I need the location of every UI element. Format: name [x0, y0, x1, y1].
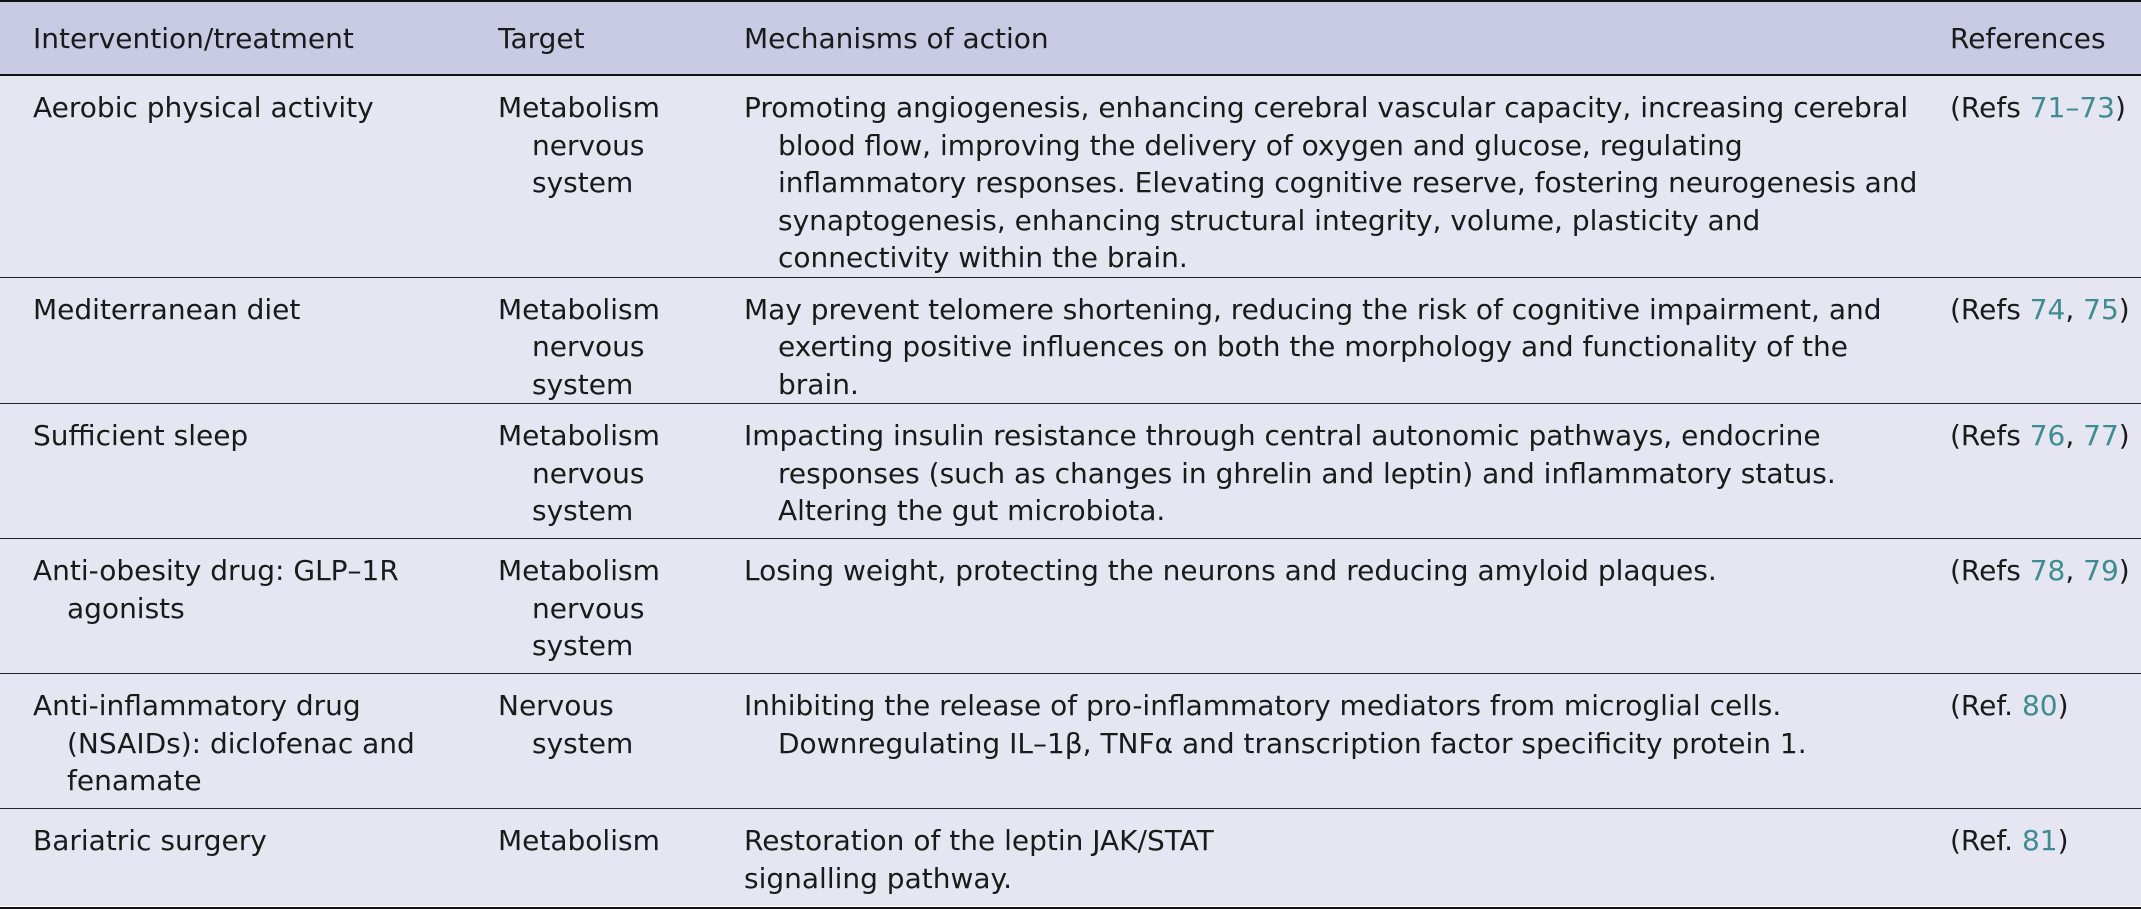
mechanisms-cell: [744, 404, 1949, 539]
intervention-cell: [0, 674, 498, 809]
interventions-table: [0, 2, 2141, 909]
mechanisms-line-2: signalling pathway.: [744, 861, 1012, 895]
mechanisms-cell: [744, 75, 1949, 277]
ref-prefix: (Ref.: [1950, 689, 2022, 722]
mechanisms-line-1: Restoration of the leptin JAK/STAT: [744, 824, 1214, 857]
ref-prefix: (Refs: [1950, 554, 2030, 587]
references-cell: [1949, 75, 2141, 277]
mechanisms-text: May prevent telomere shortening, reducing the risk of cognitive impairment, and exerting positive influences on both the morphology and functionality of the brain.: [744, 292, 1882, 401]
references-cell: [1949, 404, 2141, 539]
table-header-row: [0, 2, 2141, 75]
target-text: Nervous system: [498, 689, 634, 760]
header-mechanisms: Mechanisms of action: [744, 2, 1949, 75]
ref-link-74[interactable]: 74: [2029, 292, 2066, 326]
table-row: [0, 75, 2141, 277]
target-text: Metabolism nervous system: [498, 554, 660, 662]
target-text: Metabolism nervous system: [498, 419, 660, 527]
header-target: Target: [498, 2, 744, 75]
intervention-text: Anti-obesity drug: GLP–1R agonists: [33, 554, 399, 625]
ref-link-78[interactable]: 78: [2029, 554, 2066, 587]
intervention-text: Mediterranean diet: [33, 292, 301, 326]
table-row: [0, 404, 2141, 539]
ref-suffix: ): [2118, 292, 2130, 326]
mechanisms-text: Impacting insulin resistance through central autonomic pathways, endocrine responses (such as changes in ghrelin and leptin) and inflammatory status. Altering the gut microbiota.: [744, 419, 1836, 527]
table-row: [0, 277, 2141, 404]
target-cell: [498, 75, 744, 277]
ref-prefix: (Refs: [1950, 91, 2030, 124]
intervention-cell: [0, 75, 498, 277]
ref-separator: ,: [2065, 419, 2084, 452]
ref-suffix: ): [2057, 824, 2069, 857]
ref-link-71[interactable]: 71: [2029, 91, 2066, 124]
table-row: [0, 674, 2141, 809]
mechanisms-cell: [744, 539, 1949, 674]
intervention-text: Sufficient sleep: [33, 419, 249, 452]
ref-separator: –: [2065, 91, 2080, 124]
target-text: Metabolism nervous system: [498, 91, 660, 199]
ref-link-79[interactable]: 79: [2083, 554, 2119, 587]
ref-link-81[interactable]: 81: [2021, 824, 2058, 857]
ref-suffix: ): [2057, 689, 2069, 722]
intervention-cell: [0, 809, 498, 908]
header-references: References: [1949, 2, 2141, 75]
ref-separator: ,: [2065, 554, 2084, 587]
references-cell: [1949, 674, 2141, 809]
intervention-cell: [0, 404, 498, 539]
ref-link-76[interactable]: 76: [2029, 419, 2066, 452]
mechanisms-cell: [744, 809, 1949, 908]
intervention-cell: [0, 277, 498, 404]
mechanisms-text: Losing weight, protecting the neurons and reducing amyloid plaques.: [744, 554, 1717, 587]
mechanisms-cell: [744, 277, 1949, 404]
target-text: Metabolism: [498, 824, 660, 857]
mechanisms-text: Promoting angiogenesis, enhancing cerebral vascular capacity, increasing cerebral blood flow, improving the delivery of oxygen and glucose, regulating inflammatory responses. Elevating cognitive reserve, fostering neurogenesis and synaptogenesis, enhancing structural integrity, volume, plasticity and connectivity within the brain.: [744, 91, 1918, 274]
references-cell: [1949, 539, 2141, 674]
target-cell: [498, 809, 744, 908]
mechanisms-line-2: Downregulating IL–1β, TNFα and transcription factor specificity protein 1.: [778, 726, 1807, 760]
ref-link-77[interactable]: 77: [2083, 419, 2119, 452]
header-intervention: Intervention/treatment: [0, 2, 498, 75]
ref-prefix: (Ref.: [1950, 824, 2022, 857]
target-cell: [498, 539, 744, 674]
target-cell: [498, 277, 744, 404]
intervention-cell: [0, 539, 498, 674]
ref-prefix: (Refs: [1950, 419, 2030, 452]
intervention-text: Bariatric surgery: [33, 824, 267, 857]
ref-suffix: ): [2114, 91, 2126, 124]
target-cell: [498, 404, 744, 539]
table-row: [0, 539, 2141, 674]
ref-suffix: ): [2118, 419, 2130, 452]
ref-link-73[interactable]: 73: [2079, 91, 2115, 124]
mechanisms-cell: [744, 674, 1949, 809]
target-cell: [498, 674, 744, 809]
intervention-text: Anti-inflammatory drug (NSAIDs): diclofenac and fenamate: [33, 689, 415, 797]
references-cell: [1949, 809, 2141, 908]
ref-suffix: ): [2118, 554, 2130, 587]
intervention-text: Aerobic physical activity: [33, 91, 374, 124]
table-row: [0, 809, 2141, 908]
references-cell: [1949, 277, 2141, 404]
mechanisms-line-1: Inhibiting the release of pro-inflammatory mediators from microglial cells.: [744, 689, 1782, 722]
ref-prefix: (Refs: [1950, 292, 2030, 326]
target-text: Metabolism nervous system: [498, 292, 660, 401]
ref-separator: ,: [2065, 292, 2084, 326]
ref-link-80[interactable]: 80: [2021, 689, 2058, 722]
ref-link-75[interactable]: 75: [2083, 292, 2119, 326]
